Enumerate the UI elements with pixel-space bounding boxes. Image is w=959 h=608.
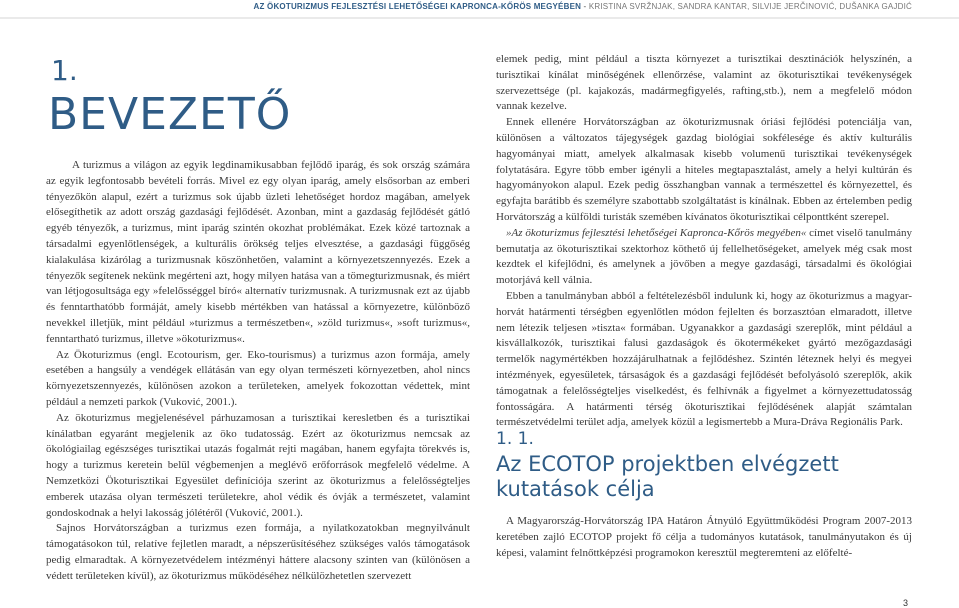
right-paragraph-3-rest: címet viselő tanulmány bemutatja az ökoturisztikai szektorhoz köthető új fellelhetőségeket, amelyek még csak most kezdtek el kifejlődni, és amelynek a jövőben a megye gazdasági, társadalmi és ökológiai motorjává kell válnia. xyxy=(496,226,912,287)
left-column xyxy=(46,158,470,585)
subsection-title: Az ECOTOP projektben elvégzett kutatások célja xyxy=(496,452,839,501)
right-column xyxy=(496,52,912,431)
left-paragraph-2: Az Ökoturizmus (engl. Ecotourism, ger. Eko-tourismus) a turizmus azon formája, amely esetében a hangsúly a vendégek ellátásán van egy olyan természeti környezetben, ahol nincs környezetszennyezés, különösen azokon a területeken, amelyek fokozottan védettek, mint például a nemzeti parkok (Vuković, 2001.). xyxy=(46,348,470,408)
right-paragraph-2: Ennek ellenére Horvátországban az ökoturizmusnak óriási fejlődési potenciálja van, különösen a változatos tájegységek gazdag biológiai sokfélesége és aktív kulturális hagyományai miatt, amelyek alkalmasak kisebb volumenű turisztikai tevékenységek folytatására. Egyre több ember igényli a hiteles megtapasztalást, amely a helyi kultúrán és hagyományokon alapul. Ezek pedig összhangban vannak a természettel és környezettel, és egyfajta barátibb és személyre szabottabb szolgáltatást is kínálnak. Ebben az értelemben pedig Horvátország a külföldi turisták szemében kívánatos ökoturisztikai célponttként szerepel. xyxy=(496,116,913,223)
page-number: 3 xyxy=(903,598,909,608)
left-paragraph-4: Sajnos Horvátországban a turizmus ezen formája, a nyilatkozatokban megnyilvánult támogatásokon túl, relatíve fejletlen maradt, a népszerűsítéséhez szükséges valós támogatások pedig elmaradtak. A környezetvédelem intézményi háttere alacsony szinten van (különösen a védett területeken kívül), az ökoturizmus működéséhez nélkülözhetetlen szervezett xyxy=(46,522,470,582)
right-paragraph-5: A Magyarország-Horvátország IPA Határon Átnyúló Együttműködési Program 2007-2013 keretében zajló ECOTOP projekt fő célja a tudományos kutatások, tanulmányutakon és új képesi, valamint felnőttképzési programokon keresztül megteremteni az előfelté- xyxy=(496,515,912,559)
subsection-number: 1. 1. xyxy=(496,429,534,449)
running-header xyxy=(0,2,912,11)
section-title: BEVEZETŐ xyxy=(48,89,292,140)
running-header-separator: - xyxy=(583,2,587,11)
running-header-title: AZ ÖKOTURIZMUS FEJLESZTÉSI LEHETŐSÉGEI KAPRONCA-KŐRÖS MEGYÉBEN xyxy=(253,2,582,11)
header-rule xyxy=(0,17,959,19)
right-paragraph-1: elemek pedig, mint például a tiszta környezet a turisztikai desztinációk helyszínén, a turisztikai kínálat minőségének ellenőrzése, valamint az ökoturisztikai tevékenységek szervezettsége (pl. kajakozás, madármegfigyelés, rafting,stb.), nem a megfelelő módon vannak kezelve. xyxy=(496,53,912,113)
right-paragraph-3 xyxy=(496,226,912,289)
right-paragraph-4: Ebben a tanulmányban abból a feltételezésből indulunk ki, hogy az ökoturizmus a magyar-horvát határmenti térségben egyenlőtlen módon fejlelten és borzasztóan elmaradott, illetve nem létezik teljesen »tiszta« formában. Ugyanakkor a gazdasági szereplők, mint például a kisvállalkozók, turisztikai falusi gazdaságok és ökotermékeket gyártó mezőgazdasági termelők nagymértékben hozzájárulhatnak a fejlődéshez. Szintén léteznek helyi és megyei intézmények, egyesületek, társaságok és a gazdasági fejlődését befolyásoló szereplők, akik támogatnak a felelősségteljes viselkedést, és felhívnák a figyelmet a környezettudatosság fontosságára. A határmenti térség ökoturisztikai fejlődésének alapját számtalan természetvédelmi terület adja, amelyek közül a legismertebb a Mura-Dráva Regionális Park. xyxy=(496,289,912,429)
study-title-italic: »Az ökoturizmus fejlesztési lehetőségei Kapronca-Kőrös megyében« xyxy=(506,226,807,239)
right-column-bottom xyxy=(496,514,912,561)
left-paragraph-3: Az ökoturizmus megjelenésével párhuzamosan a turisztikai keresletben és a turisztikai kínálatban egyaránt megjelenik az öko tudatosság. Ezért az ökoturizmus nemcsak az ökológiailag egészséges turisztikai utazás fogalmát rejti magában, hanem egyfajta törekvés is, hogy a turizmus keretein belül végbemenjen a meglévő erőforrások megfelelő védelme. A Nemzetközi Ökoturisztikai Egyesület definíciója szerint az ökoturizmus a felelősségteljes emberek utazása olyan természeti területekre, ahol védik és óvják a természetet, valamint gondoskodnak a helyi lakosság jólétéről (Vuković, 2001.). xyxy=(46,411,470,519)
running-header-authors: KRISTINA SVRŽNJAK, SANDRA KANTAR, SILVIJE JERČINOVIĆ, DUŠANKA GAJDIĆ xyxy=(588,2,912,11)
section-number: 1. xyxy=(51,54,78,87)
left-paragraph-1: A turizmus a világon az egyik legdinamikusabban fejlődő iparág, és sok ország számára az egyik legfontosabb bevételi forrás. Mivel ez egy olyan iparág, amely elsősorban az emberi tényezőkön alapul, ezért a turizmus sok újabb üzleti lehetőséget hordoz magában, amelyek elősegíthetik az adott ország gazdasági fejlődését. Azonban, mint a gazdaság fejlődését gátló egyéb tényezők, a turizmus, mint iparág szintén okozhat problémákat. Ezek közé tartoznak a társadalmi egyenlőtlenségek, a kulturális örökség teljes elvesztése, a gazdasági függőség kialakulása kizárólag a turizmusnak köszönhetően, valamint a környezetszennyezés. Ezek a tényezők segítenek nekünk megérteni azt, hogy milyen hatása van a tömegturizmusnak, és miért van létjogosultsága egy »felelősséggel bíró« alternatív turizmusnak. A turizmusnak ezt az újabb és fenntarthatóbb formáját, amely kisebb mértékben van hatással a környezetre, különböző nevekkel illetjük, mint például »turizmus a természetben«, »zöld turizmus«, »soft turizmus«, fenntartható turizmus, illetve »ökoturizmus«. xyxy=(46,159,470,345)
